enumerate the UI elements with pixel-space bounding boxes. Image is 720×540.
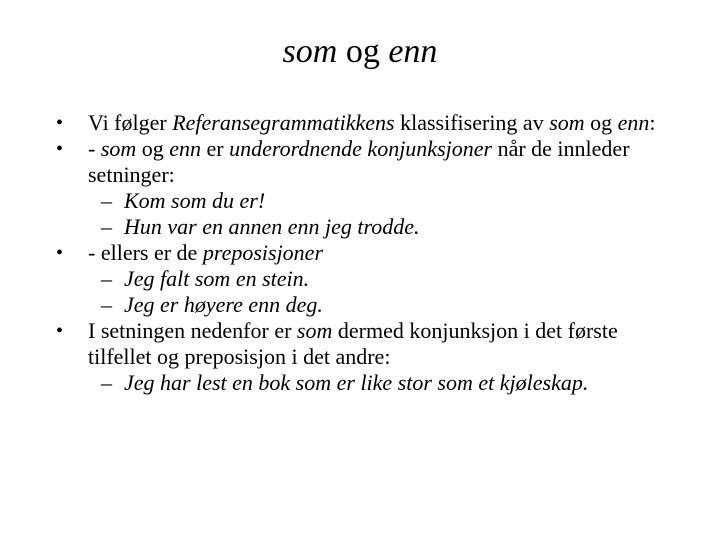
bullet-text-part: og xyxy=(136,136,170,161)
bullet-text-part: : xyxy=(649,110,656,135)
bullet-item xyxy=(56,110,686,136)
sub-item-text: Jeg falt som en stein. xyxy=(124,266,310,291)
sub-item-text: Kom som du er! xyxy=(124,188,266,213)
bullet-text-part: når de innleder setninger: xyxy=(88,136,630,187)
title-word-enn: enn xyxy=(388,33,438,70)
bullet-text xyxy=(88,318,686,370)
slide-title xyxy=(0,30,720,74)
sub-item-text: Hun var en annen enn jeg trodde. xyxy=(124,214,420,239)
sub-marker: – xyxy=(101,292,112,317)
sub-marker: – xyxy=(101,188,112,213)
bullet-text xyxy=(88,240,686,266)
title-word-som: som xyxy=(282,33,338,70)
bullet-text xyxy=(88,110,686,136)
bullet-text-part: preposisjoner xyxy=(202,240,324,265)
bullet-text-part: Vi følger xyxy=(88,110,173,135)
bullet-marker: • xyxy=(56,320,64,342)
bullet-text-part: og xyxy=(584,110,618,135)
bullet-text-part: enn xyxy=(617,110,650,135)
bullet-text-part: som xyxy=(100,136,137,161)
bullet-text-part: I setningen nedenfor er xyxy=(88,318,297,343)
bullet-text xyxy=(88,136,686,188)
bullet-marker: • xyxy=(56,242,64,264)
sub-item-text: Jeg er høyere enn deg. xyxy=(124,292,323,317)
bullet-text-part: som xyxy=(549,110,585,135)
bullet-marker: • xyxy=(56,138,64,160)
sub-marker: – xyxy=(101,370,112,395)
bullet-text-part: som xyxy=(296,318,333,343)
sub-item xyxy=(101,370,686,396)
bullet-text-part: er xyxy=(201,136,230,161)
sub-item-text: Jeg har lest en bok som er like stor som et kjøleskap. xyxy=(124,370,589,395)
bullet-text-part: underordnende konjunksjoner xyxy=(229,136,493,161)
bullet-item xyxy=(56,240,686,266)
bullet-text-part: Referansegrammatikkens xyxy=(172,110,395,135)
bullet-marker: • xyxy=(56,112,64,134)
sub-item xyxy=(101,266,686,292)
bullet-text-part: enn xyxy=(169,136,202,161)
sub-item xyxy=(101,188,686,214)
sub-item xyxy=(101,214,686,240)
bullet-item xyxy=(56,318,686,370)
bullet-text-part: klassifisering av xyxy=(394,110,550,135)
sub-marker: – xyxy=(101,214,112,239)
sub-item xyxy=(101,292,686,318)
bullet-text-part: - ellers er de xyxy=(88,240,203,265)
bullet-text-part: - xyxy=(88,136,101,161)
title-word-og: og xyxy=(337,33,389,70)
bullet-list xyxy=(56,110,686,396)
bullet-text-part: dermed konjunksjon i det første tilfellet og preposisjon i det andre: xyxy=(88,318,618,369)
sub-marker: – xyxy=(101,266,112,291)
bullet-item xyxy=(56,136,686,188)
